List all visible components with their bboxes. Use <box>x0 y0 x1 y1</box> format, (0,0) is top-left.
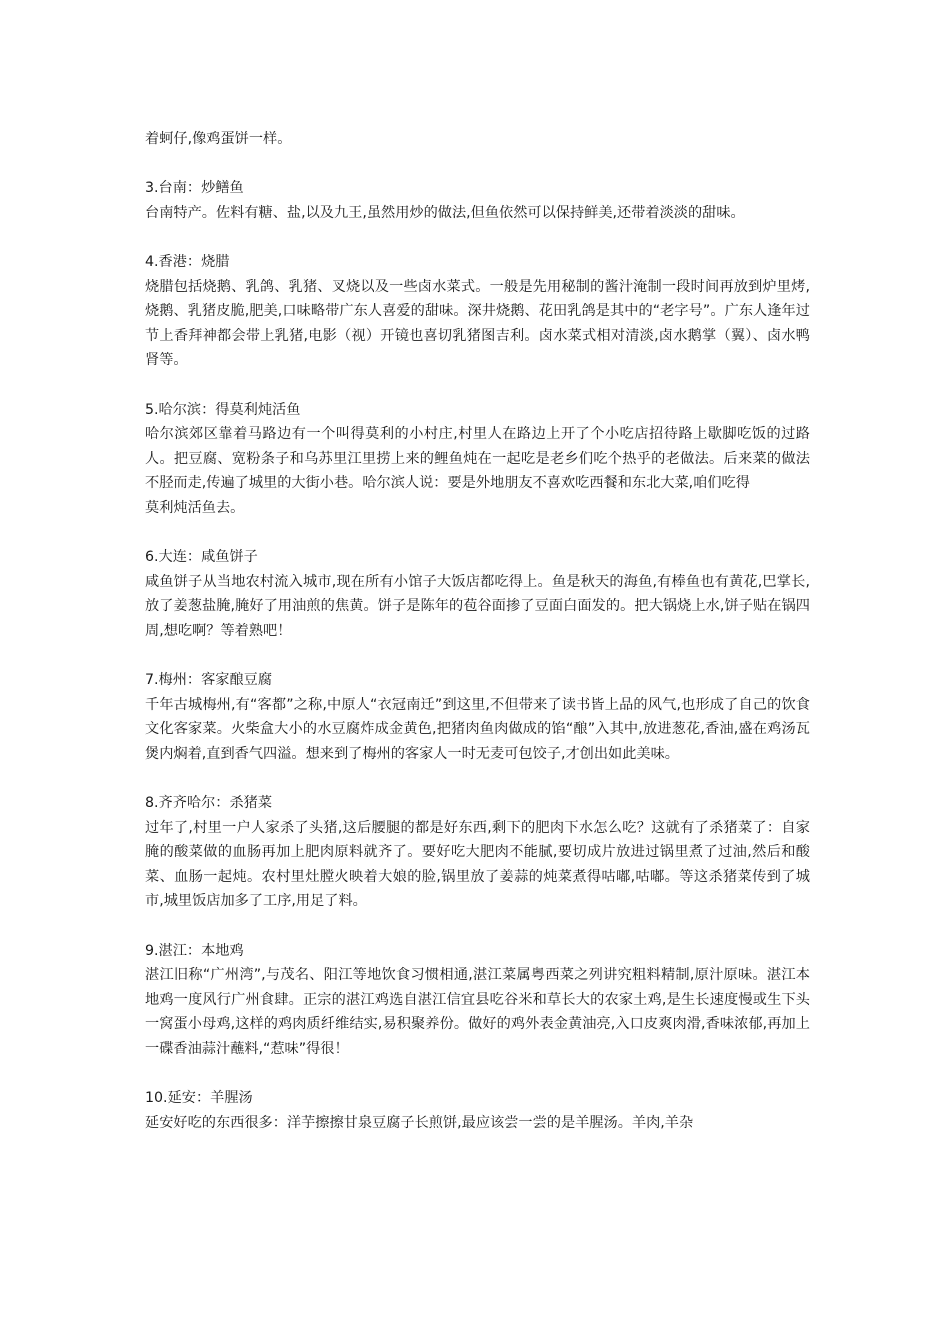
section-tainan <box>145 176 810 225</box>
section-body: 湛江旧称“广州湾”,与茂名、阳江等地饮食习惯相通,湛江菜属粤西菜之列讲究粗料精制,原汁原味。湛江本地鸡一度风行广州食肆。正宗的湛江鸡选自湛江信宜县吃谷米和草长大的农家土鸡,是生长速度慢或生下头一窝蛋小母鸡,这样的鸡肉质纤维结实,易积聚养份。做好的鸡外表金黄油亮,入口皮爽肉滑,香味浓郁,再加上一碟香油蒜汁蘸料,“惹味”得很！ <box>145 967 810 1057</box>
section-qiqihar <box>145 791 810 914</box>
section-body: 过年了,村里一户人家杀了头猪,这后腰腿的都是好东西,剩下的肥肉下水怎么吃？这就有了杀猪菜了：自家腌的酸菜做的血肠再加上肥肉原料就齐了。要好吃大肥肉不能腻,要切成片放进过锅里煮了过油,然后和酸菜、血肠一起炖。农村里灶膛火映着大娘的脸,锅里放了姜蒜的炖菜煮得咕嘟,咕嘟。等这杀猪菜传到了城市,城里饭店加多了工序,用足了料。 <box>145 819 810 910</box>
section-title: 8.齐齐哈尔：杀猪菜 <box>145 795 273 812</box>
section-body: 延安好吃的东西很多：洋芋擦擦甘泉豆腐子长煎饼,最应该尝一尝的是羊腥汤。羊肉,羊杂 <box>145 1114 694 1131</box>
section-hongkong <box>145 250 810 373</box>
document-page <box>145 127 810 1135</box>
section-body: 台南特产。佐料有糖、盐,以及九王,虽然用炒的做法,但鱼依然可以保持鲜美,还带着淡淡的甜味。 <box>145 204 745 221</box>
section-body: 烧腊包括烧鹅、乳鸽、乳猪、叉烧以及一些卤水菜式。一般是先用秘制的酱汁淹制一段时间再放到炉里烤,烧鹅、乳猪皮脆,肥美,口味略带广东人喜爱的甜味。深井烧鹅、花田乳鸽是其中的“老字号”。广东人逢年过节上香拜神都会带上乳猪,电影（视）开镜也喜切乳猪图吉利。卤水菜式相对清淡,卤水鹅掌（翼）、卤水鸭肾等。 <box>145 278 810 369</box>
section-title: 10.延安：羊腥汤 <box>145 1090 253 1107</box>
section-body: 千年古城梅州,有“客都”之称,中原人“衣冠南迁”到这里,不但带来了读书皆上品的风气,也形成了自己的饮食文化客家菜。火柴盒大小的水豆腐炸成金黄色,把猪肉鱼肉做成的馅“酿”入其中,放进葱花,香油,盛在鸡汤瓦煲内焖着,直到香气四溢。想来到了梅州的客家人一时无麦可包饺子,才创出如此美味。 <box>145 696 810 762</box>
section-title: 5.哈尔滨：得莫利炖活鱼 <box>145 401 301 418</box>
section-title: 9.湛江：本地鸡 <box>145 942 244 959</box>
section-yanan <box>145 1086 810 1135</box>
section-body: 哈尔滨郊区靠着马路边有一个叫得莫利的小村庄,村里人在路边上开了个小吃店招待路上歇脚吃饭的过路人。把豆腐、宽粉条子和乌苏里江里捞上来的鲤鱼炖在一起吃是老乡们吃个热乎的老做法。后来菜的做法不胫而走,传遍了城里的大街小巷。哈尔滨人说：要是外地朋友不喜欢吃西餐和东北大菜,咱们吃得 <box>145 426 810 492</box>
section-title: 3.台南：炒鳝鱼 <box>145 180 244 197</box>
section-meizhou <box>145 668 810 766</box>
section-title: 4.香港：烧腊 <box>145 253 230 270</box>
section-body: 咸鱼饼子从当地农村流入城市,现在所有小馆子大饭店都吃得上。鱼是秋天的海鱼,有棒鱼也有黄花,巴掌长,放了姜葱盐腌,腌好了用油煎的焦黄。饼子是陈年的苞谷面掺了豆面白面发的。把大锅烧上水,饼子贴在锅四周,想吃啊？等着熟吧！ <box>145 573 810 639</box>
section-harbin <box>145 398 810 521</box>
section-title: 6.大连：咸鱼饼子 <box>145 549 258 566</box>
section-title: 7.梅州：客家酿豆腐 <box>145 672 273 689</box>
section-body-continued: 莫利炖活鱼去。 <box>145 499 245 516</box>
section-dalian <box>145 545 810 643</box>
intro-paragraph: 着蚵仔,像鸡蛋饼一样。 <box>145 131 292 147</box>
section-zhanjiang <box>145 939 810 1062</box>
